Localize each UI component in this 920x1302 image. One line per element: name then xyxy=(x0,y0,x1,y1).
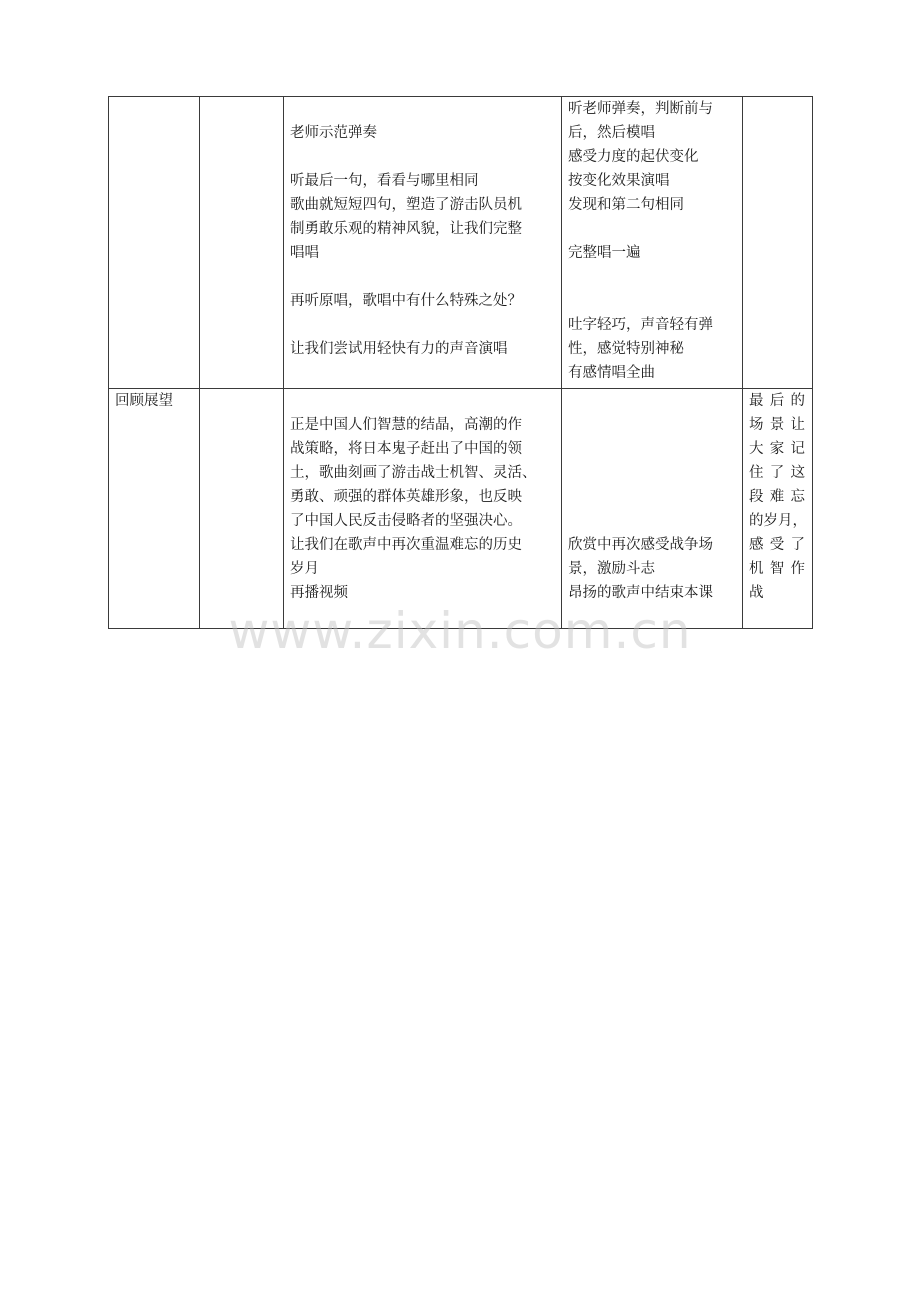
teacher-line: 再播视频 xyxy=(290,585,348,601)
intent-line: 的岁月， xyxy=(749,513,807,529)
table-row xyxy=(109,389,813,629)
teacher-line: 正是中国人们智慧的结晶，高潮的作 xyxy=(290,417,522,433)
student-line: 欣赏中再次感受战争场 xyxy=(568,537,713,553)
student-line: 性，感觉特别神秘 xyxy=(568,341,684,357)
stage-cell xyxy=(109,389,200,629)
student-line: 吐字轻巧，声音轻有弹 xyxy=(568,317,713,333)
student-line: 昂扬的歌声中结束本课 xyxy=(568,585,713,601)
content-cell xyxy=(200,97,284,389)
intent-line: 段难忘 xyxy=(749,489,806,505)
student-activity-cell xyxy=(562,389,743,629)
teacher-line: 歌曲就短短四句，塑造了游击队员机 xyxy=(290,197,522,213)
table-row xyxy=(109,97,813,389)
teacher-line: 让我们在歌声中再次重温难忘的历史 xyxy=(290,537,522,553)
content-cell xyxy=(200,389,284,629)
student-line: 后，然后模唱 xyxy=(568,125,655,141)
teacher-line: 了中国人民反击侵略者的坚强决心。 xyxy=(290,513,522,529)
student-line: 完整唱一遍 xyxy=(568,245,641,261)
lesson-plan-table xyxy=(108,96,813,629)
stage-text: 回顾展望 xyxy=(115,393,173,409)
teacher-line: 土，歌曲刻画了游击战士机智、灵活、 xyxy=(290,465,537,481)
student-line: 感受力度的起伏变化 xyxy=(568,149,699,165)
teacher-activity-cell xyxy=(284,97,562,389)
teacher-line: 战策略，将日本鬼子赶出了中国的领 xyxy=(290,441,522,457)
intent-line: 大家记 xyxy=(749,441,806,457)
intent-line: 战 xyxy=(749,585,764,601)
intent-line: 感受了 xyxy=(749,537,806,553)
intent-line: 住了这 xyxy=(749,465,806,481)
teacher-line: 勇敢、顽强的群体英雄形象，也反映 xyxy=(290,489,522,505)
site-watermark: www.zixin.com.cn xyxy=(228,602,692,660)
student-line: 听老师弹奏，判断前与 xyxy=(568,101,713,117)
student-activity-cell xyxy=(562,97,743,389)
teacher-line: 让我们尝试用轻快有力的声音演唱 xyxy=(290,341,508,357)
stage-cell xyxy=(109,97,200,389)
teacher-line: 老师示范弹奏 xyxy=(290,125,377,141)
student-line: 发现和第二句相同 xyxy=(568,197,684,213)
teacher-line: 听最后一句，看看与哪里相同 xyxy=(290,173,479,189)
design-intent-cell xyxy=(743,389,813,629)
student-line: 按变化效果演唱 xyxy=(568,173,670,189)
teacher-activity-cell xyxy=(284,389,562,629)
intent-line: 最后的 xyxy=(749,393,806,409)
student-line: 景，激励斗志 xyxy=(568,561,655,577)
teacher-line: 再听原唱，歌唱中有什么特殊之处？ xyxy=(290,293,522,309)
teacher-line: 岁月 xyxy=(290,561,319,577)
student-line: 有感情唱全曲 xyxy=(568,365,655,381)
intent-line: 场景让 xyxy=(749,417,806,433)
design-intent-cell xyxy=(743,97,813,389)
teacher-line: 制勇敢乐观的精神风貌，让我们完整 xyxy=(290,221,522,237)
teacher-line: 唱唱 xyxy=(290,245,319,261)
intent-line: 机智作 xyxy=(749,561,806,577)
